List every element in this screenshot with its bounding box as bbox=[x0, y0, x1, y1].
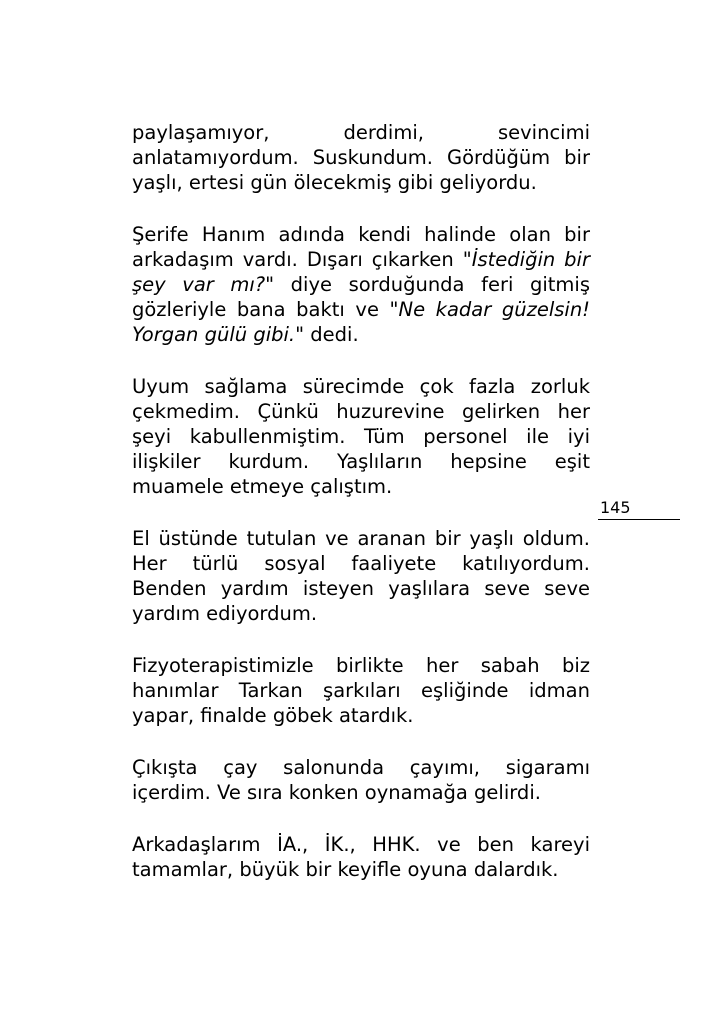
text-segment: Çıkışta çay salonunda çayımı, sigaramı içerdim. Ve sıra konken oynamağa gelirdi. bbox=[132, 756, 590, 804]
paragraph-7 bbox=[132, 832, 590, 882]
paragraph-3 bbox=[132, 374, 590, 499]
paragraph-4 bbox=[132, 526, 590, 626]
body-text bbox=[132, 120, 590, 882]
paragraph-5 bbox=[132, 653, 590, 728]
paragraph-2 bbox=[132, 222, 590, 347]
page-number: 145 bbox=[600, 498, 631, 517]
text-segment: Uyum sağlama sürecimde çok fazla zorluk çekmedim. Çünkü huzurevine gelirken her şeyi kabullenmiştim. Tüm personel ile iyi ilişkiler kurdum. Yaşlıların hepsine eşit muamele etmeye çalıştım. bbox=[132, 375, 590, 498]
text-segment: " dedi. bbox=[295, 323, 359, 346]
paragraph-1 bbox=[132, 120, 590, 195]
text-segment: " diye sorduğunda feri gitmiş gözleriyle bana baktı ve " bbox=[132, 273, 590, 321]
page-number-rule bbox=[598, 519, 680, 520]
text-segment: Fizyoterapistimizle birlikte her sabah biz hanımlar Tarkan şarkıları eşliğinde idman yapar, finalde göbek atardık. bbox=[132, 654, 590, 727]
text-segment: El üstünde tutulan ve aranan bir yaşlı oldum. Her türlü sosyal faaliyete katılıyordum. Benden yardım isteyen yaşlılara seve seve yardım ediyordum. bbox=[132, 527, 590, 625]
quoted-question: İstediğin bir şey var mı? bbox=[132, 248, 590, 296]
quoted-compliment: Ne kadar güzelsin! Yorgan gülü gibi. bbox=[132, 298, 590, 346]
text-segment: Şerife Hanım adında kendi halinde olan bir arkadaşım vardı. Dışarı çıkarken " bbox=[132, 223, 590, 271]
text-segment: Arkadaşlarım İA., İK., HHK. ve ben kareyi tamamlar, büyük bir keyifle oyuna dalardık. bbox=[132, 833, 590, 881]
text-segment: paylaşamıyor, derdimi, sevincimi anlatamıyordum. Suskundum. Gördüğüm bir yaşlı, ertesi gün ölecekmiş gibi geliyordu. bbox=[132, 121, 590, 194]
paragraph-6 bbox=[132, 755, 590, 805]
